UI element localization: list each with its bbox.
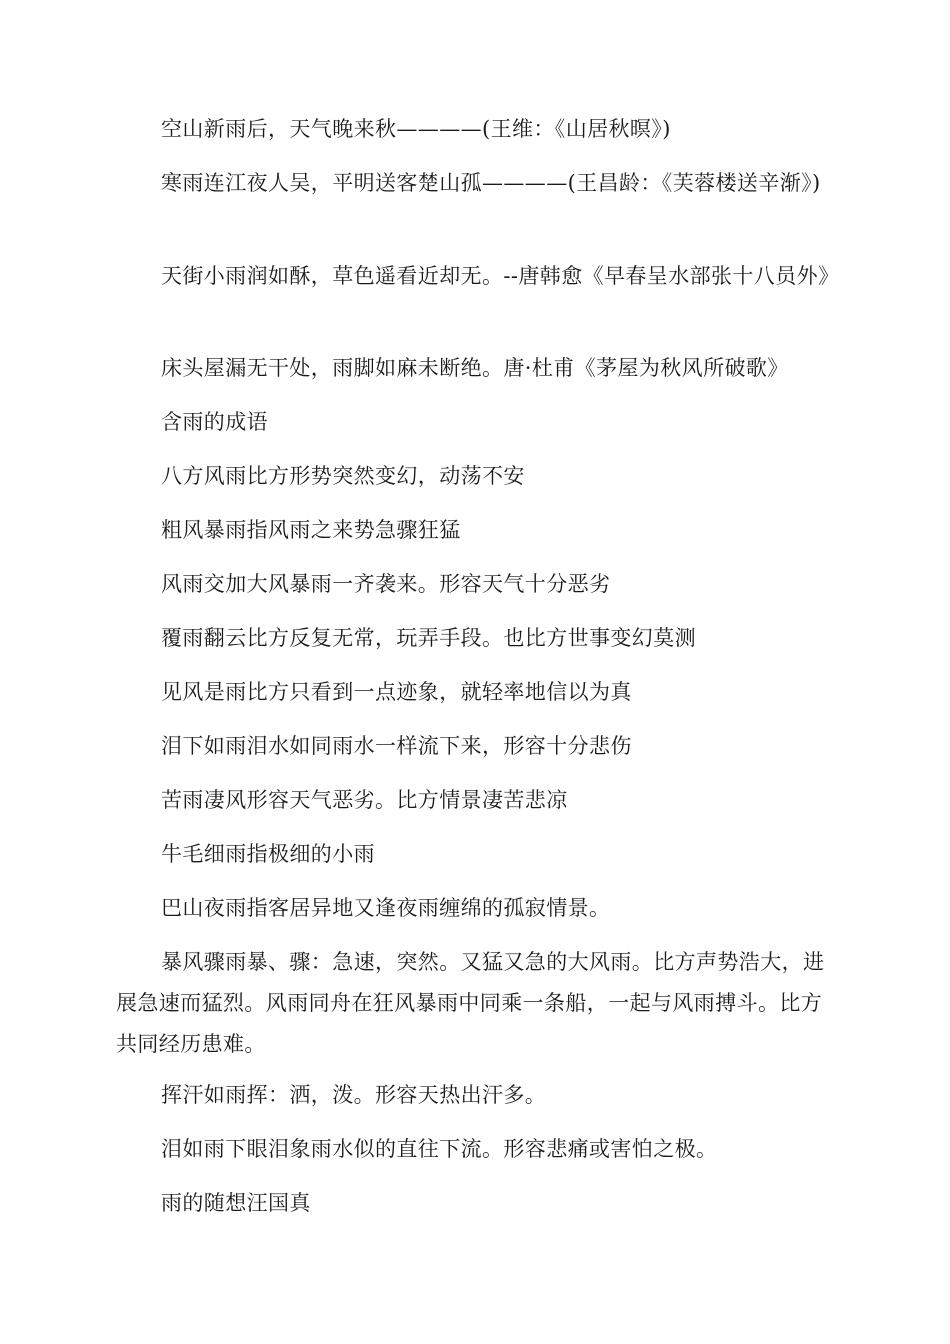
idiom-leiruyuxia: 泪如雨下眼泪象雨水似的直往下流。形容悲痛或害怕之极。 <box>161 1137 718 1161</box>
idiom-fuyufanyun: 覆雨翻云比方反复无常，玩弄手段。也比方世事变幻莫测 <box>161 626 696 650</box>
paragraph-poem-dufu: 床头屋漏无干处，雨脚如麻未断绝。唐·杜甫《茅屋为秋风所破歌》 <box>161 356 789 380</box>
idiom-jianfengshiyu: 见风是雨比方只看到一点迹象，就轻率地信以为真 <box>161 680 632 704</box>
section-heading-essay-title: 雨的随想汪国真 <box>161 1191 311 1215</box>
idiom-huihanruyu: 挥汗如雨挥：洒，泼。形容天热出汗多。 <box>161 1083 547 1107</box>
idiom-fengyujiaojia: 风雨交加大风暴雨一齐袭来。形容天气十分恶劣 <box>161 572 611 596</box>
paragraph-poem-hanyu: 天街小雨润如酥，草色遥看近却无。--唐韩愈《早春呈水部张十八员外》 <box>161 264 840 288</box>
paragraph-poem-wangchangling: 寒雨连江夜人吴，平明送客楚山孤————(王昌龄：《芙蓉楼送辛渐》) <box>161 171 821 195</box>
idiom-kuyuqifeng: 苦雨凄风形容天气恶劣。比方情景凄苦悲凉 <box>161 788 568 812</box>
idiom-bafangfengyu: 八方风雨比方形势突然变幻，动荡不安 <box>161 464 525 488</box>
idiom-bashanyeyu: 巴山夜雨指客居异地又逢夜雨缠绵的孤寂情景。 <box>161 896 611 920</box>
idiom-baofengzhouyu: 暴风骤雨暴、骤：急速，突然。又猛又急的大风雨。比方声势浩大，进展急速而猛烈。风雨同舟在狂风暴雨中同乘一条船，一起与风雨搏斗。比方共同经历患难。 <box>116 950 825 1056</box>
idiom-cufengbaoyu: 粗风暴雨指风雨之来势急骤狂猛 <box>161 518 461 542</box>
section-heading-idioms: 含雨的成语 <box>161 410 268 434</box>
idiom-niumaoxiyu: 牛毛细雨指极细的小雨 <box>161 842 375 866</box>
idiom-leixiaruyu: 泪下如雨泪水如同雨水一样流下来，形容十分悲伤 <box>161 734 632 758</box>
paragraph-poem-wangwei: 空山新雨后，天气晚来秋————(王维：《山居秋暝》) <box>161 117 671 141</box>
